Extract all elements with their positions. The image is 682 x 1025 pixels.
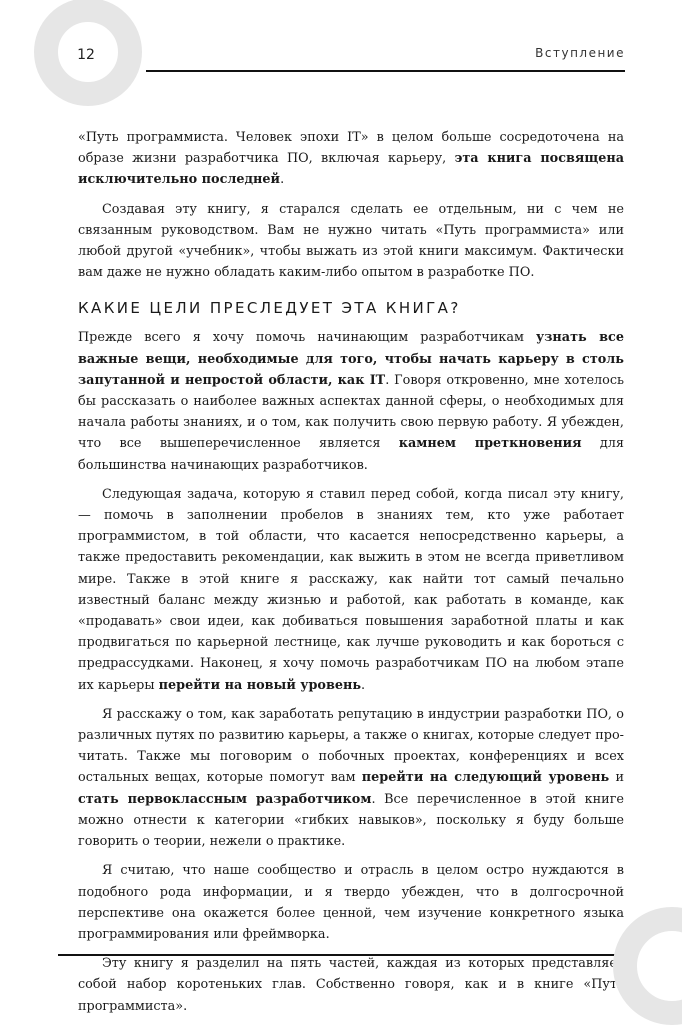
paragraph-5: Я расскажу о том, как заработать репутацию в индустрии разработки ПО, о различных путях по развитию карьеры, а также о книгах, которые следует прочитать. Также мы поговорим о побочных проектах, конференциях и всех остальных вещах, которые помогут вам перейти на следующий уровень и стать первоклассным разработчиком. Все перечисленное в этой книге можно отнести к категории «гибких навыков», поскольку я буду больше говорить о теории, нежели о практике. [78,706,624,850]
running-head: Вступление [535,46,625,60]
section-heading: КАКИЕ ЦЕЛИ ПРЕСЛЕДУЕТ ЭТА КНИГА? [78,299,461,318]
page-body [78,127,624,1025]
paragraph-7: Эту книгу я разделил на пять частей, каждая из которых представляет собой набор коротеньких глав. Собственно говоря, как и в книге «Путь программиста». [78,956,624,1014]
page-number: 12 [77,47,95,63]
footer-rule [58,954,625,956]
emphasis: эта книга посвящена исключительно последней [78,151,625,188]
paragraph-6: Я считаю, что наше сообщество и отрасль в целом остро нуждаются в подобного рода информации, и я твердо убежден, что в долгосрочной перспективе она окажется более ценной, чем изучение конкретного языка программирования или фреймворка. [78,863,624,942]
emphasis: камнем преткновения [398,436,582,452]
paragraph-3: Прежде всего я хочу помочь начинающим разработчикам узнать все важные вещи, необходимые для того, чтобы начать карьеру в столь запутанной и непростой области, как IT. Говоря откровенно, мне хотелось бы рассказать о наиболее важных аспектах данной сферы, о необходимых для начала работы знаниях, и о том, как получить свою первую работу. Я убежден, что все вышеперечисленное является камнем преткновения для большинства начинающих разработчиков. [78,330,624,473]
paragraph-4: Следующая задача, которую я ставил перед собой, когда писал эту книгу, — помочь в заполнении пробелов в знаниях тем, кто уже работает программистом, в той области, что касается непосредственно карьеры, а также предоставить рекомендации, как выжить в этом не всегда приветливом мире. Также в этой книге я расскажу, как найти тот самый печально известный баланс между жизнью и работой, как работать в команде, как «продавать» свои идеи, как добиваться повышения заработной платы и как продвигаться по карьерной лестнице, как лучше руководить и как бороться с предрассудками. Наконец, я хочу помочь разработчикам ПО на любом этапе их карьеры перейти на новый уровень. [78,486,624,693]
paragraph-2: Создавая эту книгу, я старался сделать ее отдельным, ни с чем не связанным руководством. Вам не нужно читать «Путь программиста» или любой другой «учебник», чтобы выжать из этой книги максимум. Фактически вам даже не нужно обладать каким-либо опытом в разработке ПО. [78,201,624,281]
emphasis: узнать все важные вещи, необходимые для того, чтобы начать карьеру в столь запутанной и непростой области, как IT [78,330,624,388]
paragraph-1: «Путь программиста. Человек эпохи IT» в целом больше сосредоточена на образе жизни разработчика ПО, включая карьеру, эта книга посвящена исключительно последней. [78,130,625,188]
header-rule [146,70,625,72]
emphasis: перейти на следующий уровень [361,770,610,786]
emphasis: перейти на новый уровень [158,677,362,693]
emphasis: стать первоклассным разработчиком [78,791,372,807]
